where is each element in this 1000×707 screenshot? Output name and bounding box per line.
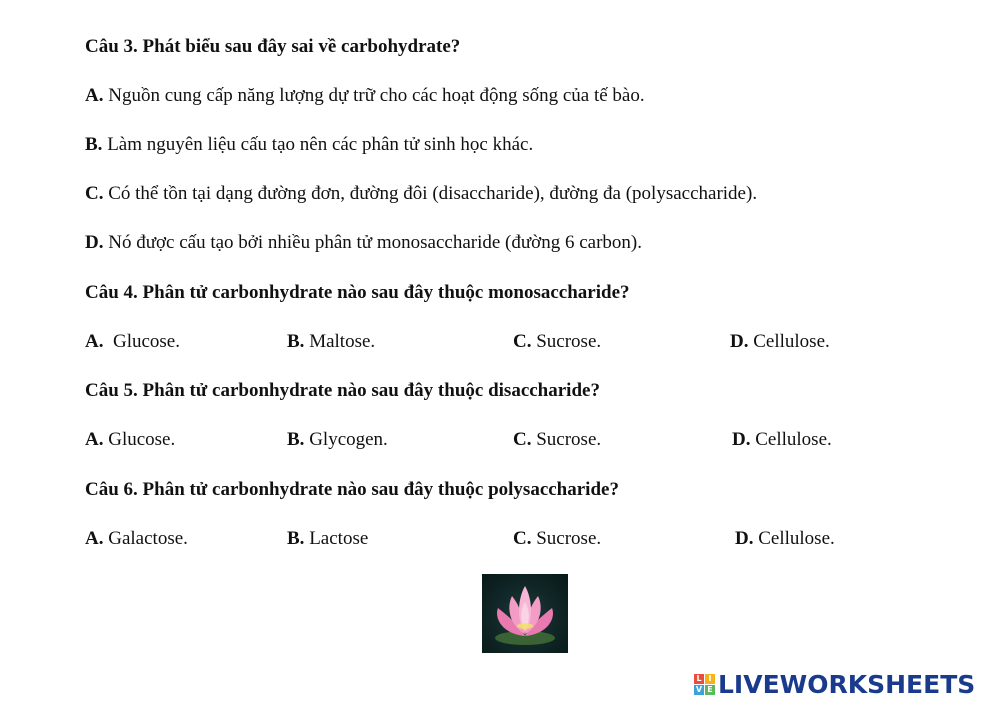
question-6-option-b[interactable] [287, 528, 368, 550]
option-label: B. [287, 429, 305, 450]
logo-block: V [695, 684, 703, 694]
option-label: B. [85, 134, 103, 155]
option-label: D. [730, 331, 749, 352]
option-text: Glucose. [103, 429, 176, 450]
logo-block: I [705, 674, 715, 684]
option-text: Cellulose. [750, 429, 832, 450]
question-3-option-a[interactable] [85, 85, 645, 107]
liveworksheets-logo [694, 668, 975, 700]
question-4-option-a[interactable] [85, 331, 180, 353]
option-text: Sucrose. [531, 429, 602, 450]
logo-text: LIVEWORKSHEETS [718, 669, 976, 699]
option-text: Lactose [304, 528, 369, 549]
question-3-option-c[interactable] [85, 183, 757, 205]
option-text: Cellulose. [753, 528, 835, 549]
option-text: Cellulose. [748, 331, 830, 352]
question-6-option-d[interactable] [735, 528, 835, 550]
option-label: C. [513, 331, 532, 352]
question-4-option-d[interactable] [730, 331, 830, 353]
option-label: C. [513, 528, 532, 549]
option-text: Sucrose. [531, 528, 602, 549]
option-text: Nguồn cung cấp năng lượng dự trữ cho các hoạt động sống của tế bào. [103, 85, 645, 106]
option-label: C. [513, 429, 532, 450]
question-6-option-a[interactable] [85, 528, 188, 550]
option-label: D. [732, 429, 751, 450]
question-5-option-a[interactable] [85, 429, 175, 451]
option-label: D. [735, 528, 754, 549]
option-label: B. [287, 528, 305, 549]
option-label: A. [85, 331, 104, 352]
question-5-option-b[interactable] [287, 429, 388, 451]
logo-block: E [705, 685, 715, 695]
option-text: Sucrose. [531, 331, 602, 352]
question-4-option-b[interactable] [287, 331, 375, 353]
question-3-option-d[interactable] [85, 232, 642, 254]
question-5-option-c[interactable] [513, 429, 601, 451]
option-label: B. [287, 331, 305, 352]
question-6-option-c[interactable] [513, 528, 601, 550]
question-6-title: Câu 6. Phân tử carbonhydrate nào sau đây thuộc polysaccharide? [85, 479, 619, 500]
logo-block: L [694, 674, 704, 684]
question-5-title: Câu 5. Phân tử carbonhydrate nào sau đây thuộc disaccharide? [85, 380, 600, 401]
question-3-title: Câu 3. Phát biểu sau đây sai về carbohydrate? [85, 36, 461, 57]
option-text: Glycogen. [304, 429, 388, 450]
option-text: Có thể tồn tại dạng đường đơn, đường đôi (disaccharide), đường đa (polysaccharide). [103, 183, 758, 204]
question-4-option-c[interactable] [513, 331, 601, 353]
question-3-option-b[interactable] [85, 134, 533, 156]
option-label: D. [85, 232, 104, 253]
lotus-flower-image [482, 574, 568, 653]
logo-blocks-icon [694, 674, 715, 695]
question-5-option-d[interactable] [732, 429, 832, 451]
option-text: Galactose. [103, 528, 188, 549]
option-text: Nó được cấu tạo bởi nhiều phân tử monosaccharide (đường 6 carbon). [103, 232, 642, 253]
option-label: C. [85, 183, 104, 204]
option-text: Làm nguyên liệu cấu tạo nên các phân tử sinh học khác. [102, 134, 534, 155]
question-4-title: Câu 4. Phân tử carbonhydrate nào sau đây thuộc monosaccharide? [85, 282, 630, 303]
option-label: A. [85, 85, 104, 106]
option-label: A. [85, 528, 104, 549]
option-text: Glucose. [103, 331, 180, 352]
option-label: A. [85, 429, 104, 450]
option-text: Maltose. [304, 331, 376, 352]
